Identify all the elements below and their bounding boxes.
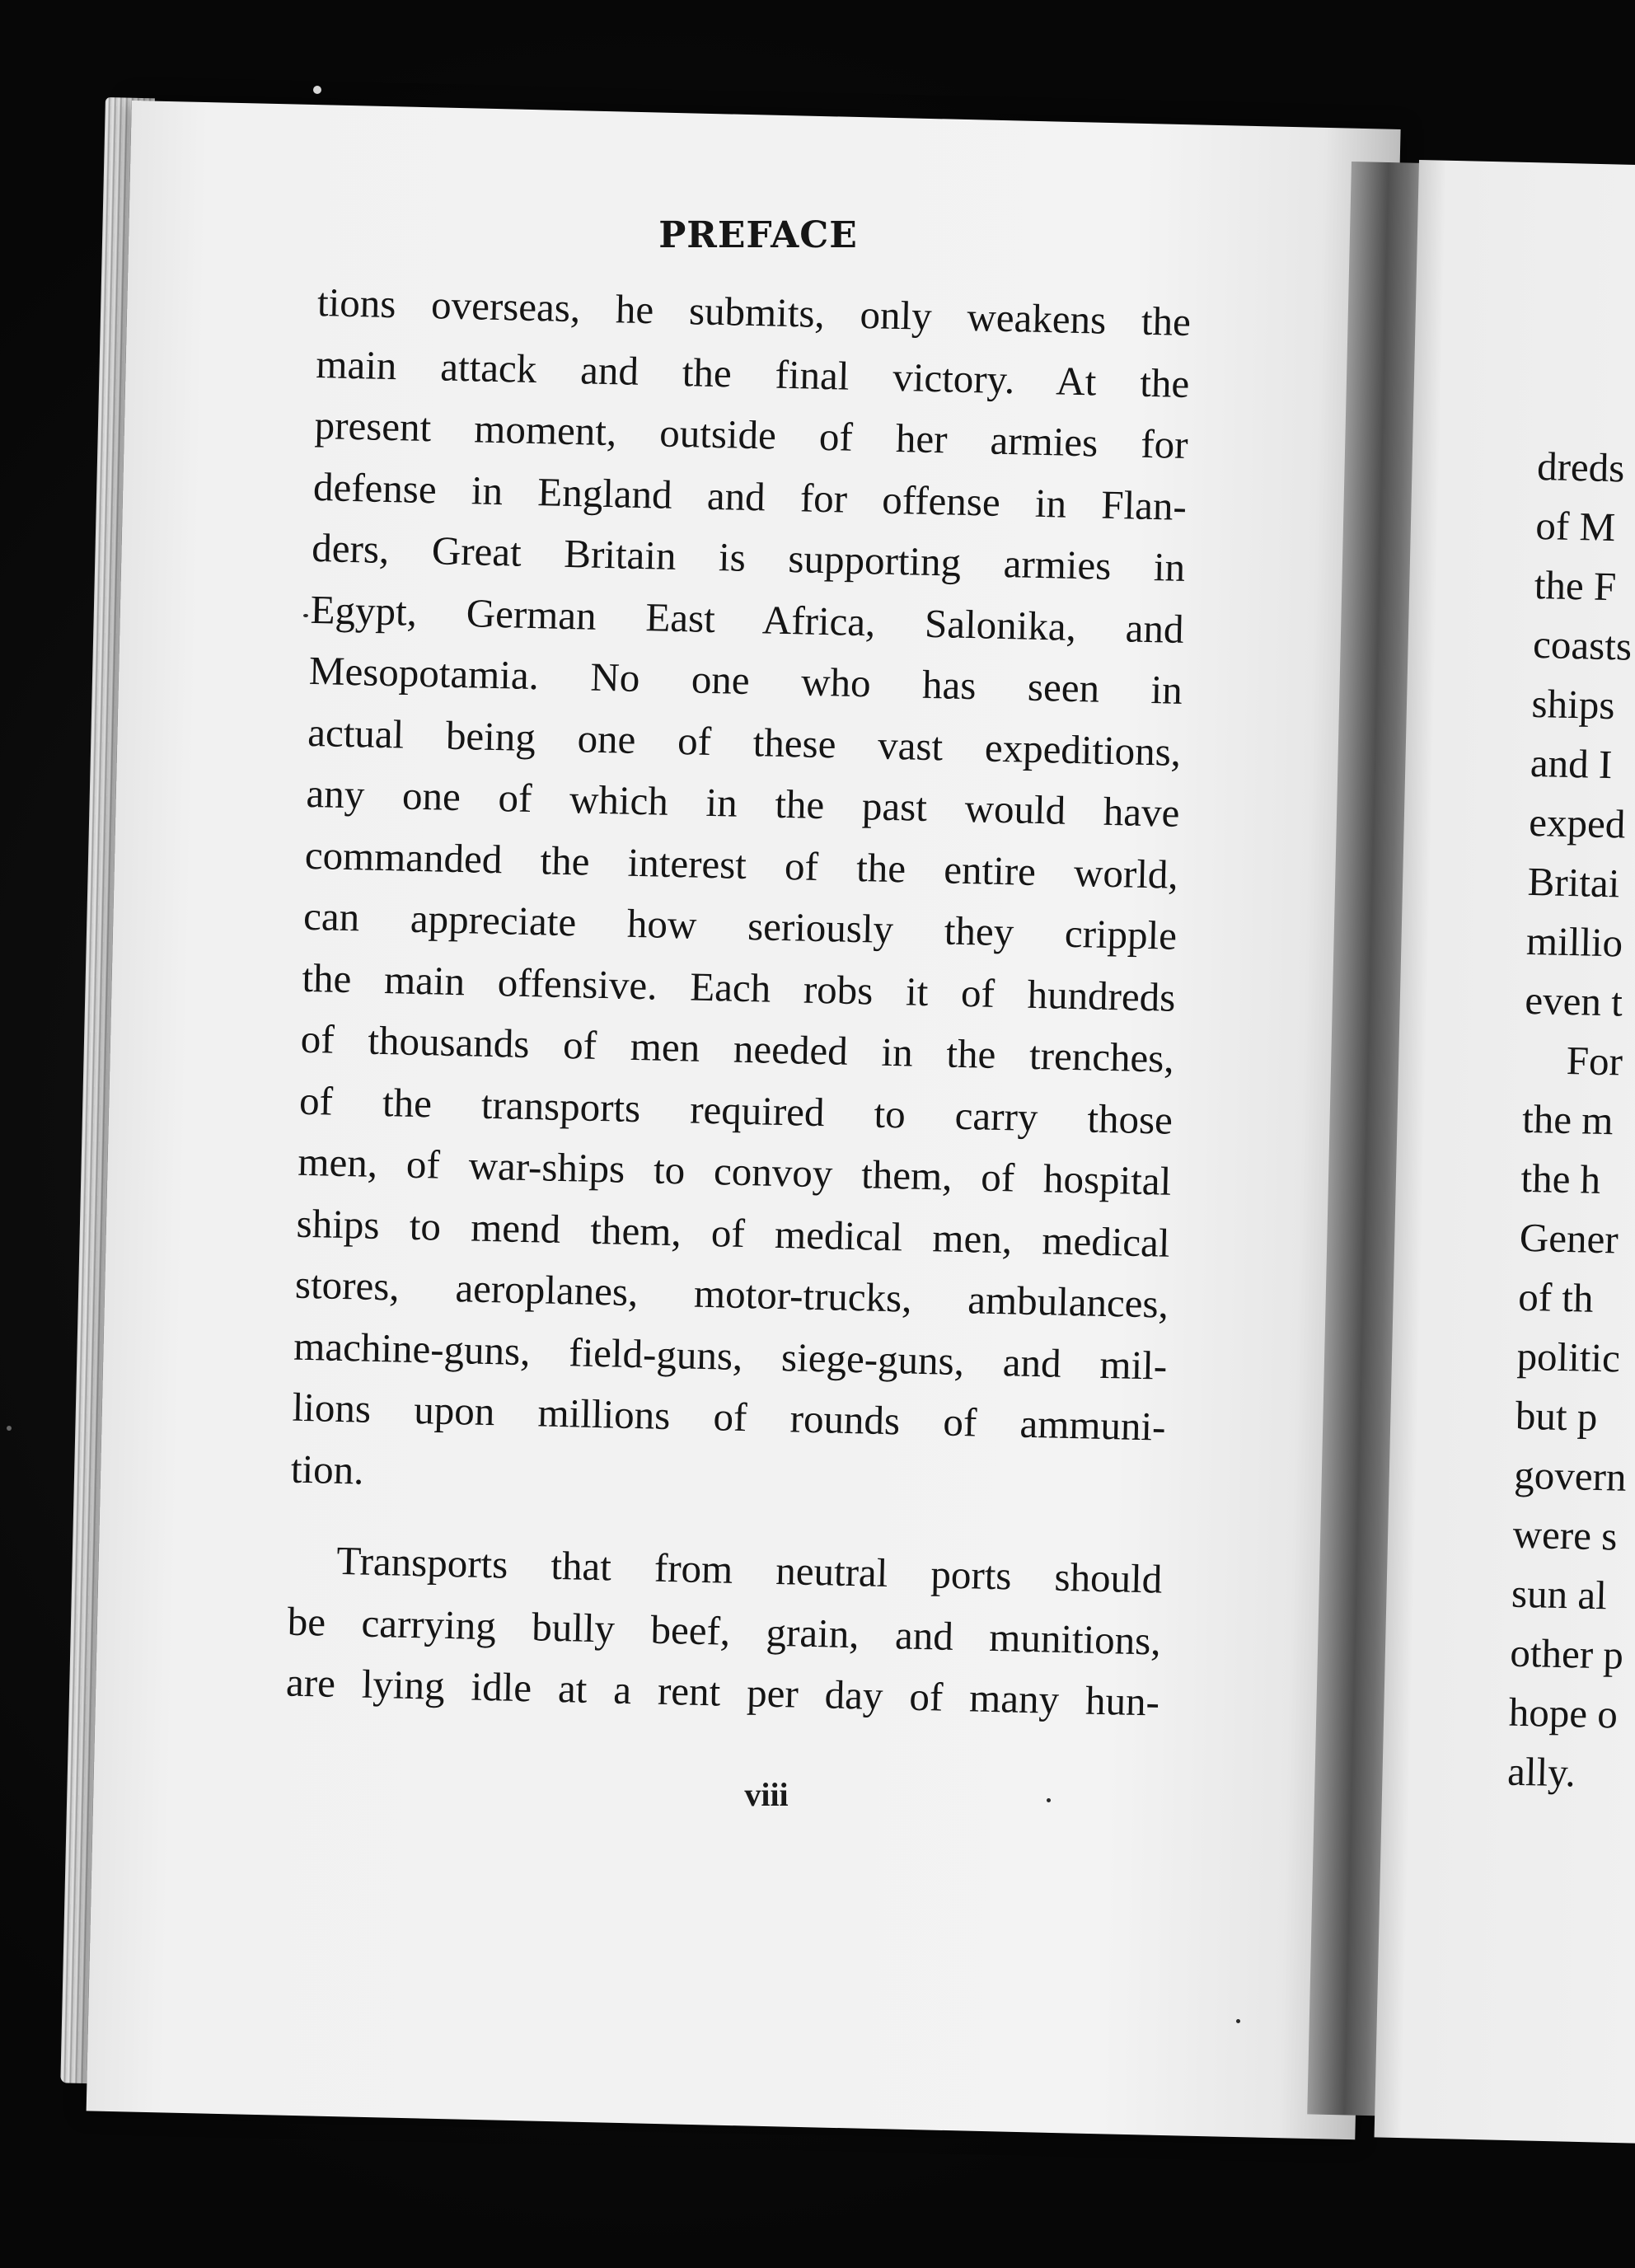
- text-line: tions overseas, he submits, only weakens the: [316, 279, 1192, 345]
- page-number: viii: [744, 1776, 789, 1813]
- dust-speck: [313, 86, 321, 94]
- text-line: machine-guns, field-guns, siege-guns, and mil-: [293, 1323, 1168, 1389]
- text-line: any one of which in the past would have: [306, 770, 1181, 836]
- text-line-fragment: of M: [1534, 502, 1616, 551]
- text-line-fragment: For: [1566, 1037, 1623, 1085]
- running-head: PREFACE: [658, 214, 858, 256]
- text-line-fragment: the m: [1521, 1095, 1614, 1144]
- left-page-body: [285, 272, 1191, 1733]
- text-line-fragment: govern: [1513, 1451, 1628, 1500]
- text-line: Transports that from neutral ports should: [335, 1537, 1163, 1602]
- text-line: of the transports required to carry those: [298, 1077, 1174, 1143]
- text-line-fragment: the h: [1520, 1155, 1601, 1202]
- text-line: actual being one of these vast expeditions,: [307, 709, 1182, 775]
- text-line: men, of war-ships to convoy them, of hospital: [297, 1138, 1172, 1204]
- text-line: main attack and the final victory. At the: [315, 340, 1190, 406]
- text-line-fragment: Gener: [1519, 1214, 1619, 1263]
- dust-speck: [1047, 1798, 1051, 1802]
- text-line: ships to mend them, of medical men, medical: [296, 1200, 1171, 1266]
- text-line-fragment: hope o: [1508, 1689, 1619, 1737]
- text-line-fragment: ally.: [1506, 1748, 1576, 1796]
- text-line: present moment, outside of her armies for: [314, 401, 1189, 467]
- text-line-fragment: millio: [1525, 917, 1623, 966]
- text-line-fragment: other p: [1509, 1629, 1624, 1678]
- text-line-fragment: of th: [1517, 1273, 1595, 1321]
- text-line: of thousands of men needed in the trenches,: [300, 1015, 1175, 1081]
- text-line-fragment: exped: [1528, 799, 1626, 847]
- text-line-fragment: the F: [1534, 561, 1617, 610]
- dust-speck: [1236, 2019, 1240, 2023]
- text-line: Mesopotamia. No one who has seen in: [308, 647, 1183, 713]
- text-line-fragment: but p: [1515, 1392, 1599, 1440]
- text-line: stores, aeroplanes, motor-trucks, ambulances,: [294, 1261, 1169, 1327]
- text-line-fragment: even t: [1524, 977, 1623, 1025]
- dust-speck: [7, 1426, 12, 1431]
- text-line: commanded the interest of the entire world,: [304, 832, 1179, 897]
- text-line: lions upon millions of rounds of ammuni-: [292, 1384, 1167, 1450]
- text-line: defense in England and for offense in Flan-: [312, 463, 1188, 529]
- text-line-fragment: and I: [1530, 739, 1613, 788]
- text-line: Egypt, German East Africa, Salonika, and: [310, 586, 1185, 652]
- text-line: tion.: [290, 1446, 365, 1493]
- text-line-fragment: dreds: [1536, 443, 1625, 491]
- text-line: be carrying bully beef, grain, and munitions,: [287, 1598, 1162, 1664]
- text-line: can appreciate how seriously they cripple: [302, 893, 1178, 958]
- dust-speck: [303, 614, 308, 617]
- text-line-fragment: were s: [1512, 1511, 1618, 1559]
- text-line-fragment: politic: [1516, 1333, 1621, 1381]
- text-line-fragment: coasts: [1532, 621, 1633, 669]
- text-line: the main offensive. Each robs it of hundreds: [301, 954, 1176, 1020]
- text-line-fragment: Britai: [1527, 858, 1620, 907]
- text-line-fragment: sun al: [1511, 1570, 1608, 1619]
- text-line-fragment: ships: [1531, 680, 1616, 729]
- text-line: ders, Great Britain is supporting armies in: [311, 524, 1186, 590]
- text-line: are lying idle at a rent per day of many hun-: [285, 1659, 1160, 1725]
